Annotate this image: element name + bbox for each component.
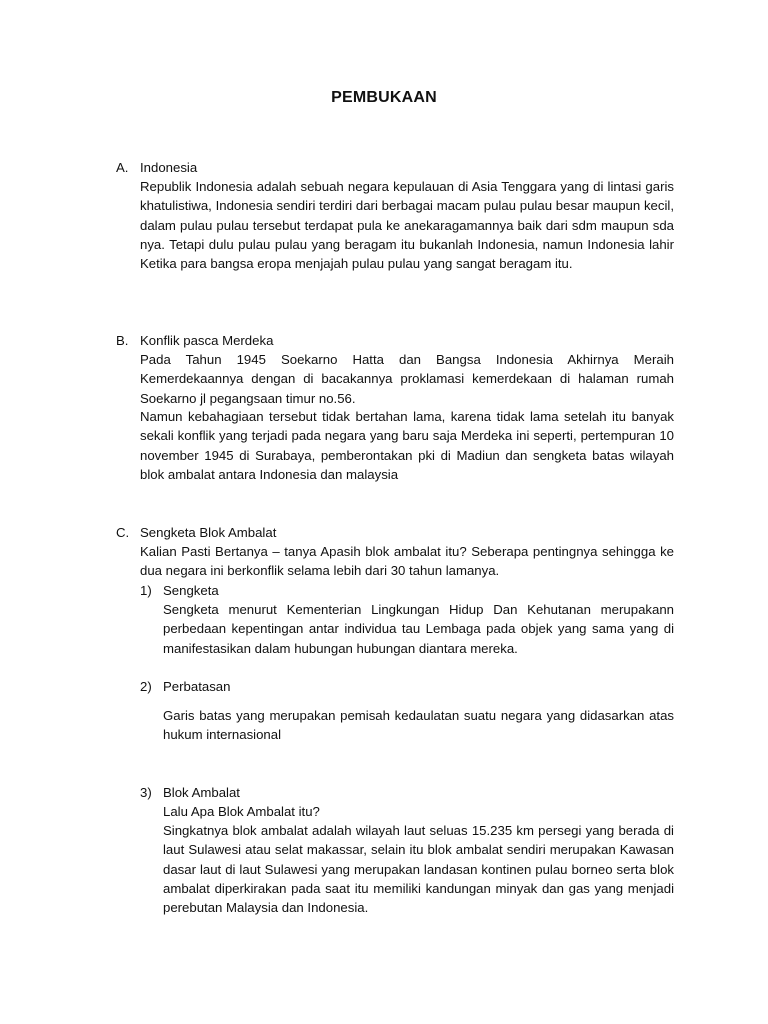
section-a-marker: A.	[116, 160, 129, 175]
subitem-3-number: 3)	[140, 785, 152, 800]
section-c-heading: Sengketa Blok Ambalat	[140, 525, 277, 540]
subitem-3-question: Lalu Apa Blok Ambalat itu?	[163, 804, 320, 819]
subitem-2-number: 2)	[140, 679, 152, 694]
subitem-3-heading: Blok Ambalat	[163, 785, 240, 800]
section-a-heading: Indonesia	[140, 160, 198, 175]
subitem-2-heading: Perbatasan	[163, 679, 231, 694]
section-a-paragraph-1: Republik Indonesia adalah sebuah negara kepulauan di Asia Tenggara yang di lintasi garis khatulistiwa, Indonesia sendiri terdiri dari berbagai macam pulau pulau besar maupun kecil, dalam pulau pulau tersebut terdapat pula ke anekaragamannya baik dari sdm maupun sda nya. Tetapi dulu pulau pulau yang beragam itu bukanlah Indonesia, namun Indonesia lahir Ketika para bangsa eropa menjajah pulau pulau yang sangat beragam itu.	[140, 179, 674, 272]
subitem-2-paragraph: Garis batas yang merupakan pemisah kedaulatan suatu negara yang didasarkan atas hukum internasional	[163, 708, 674, 743]
subitem-1-number: 1)	[140, 583, 152, 598]
section-b-marker: B.	[116, 333, 129, 348]
section-b-paragraph-1: Pada Tahun 1945 Soekarno Hatta dan Bangsa Indonesia Akhirnya Meraih Kemerdekaannya dengan di bacakannya proklamasi kemerdekaan di halaman rumah Soekarno jl pegangsaan timur no.56.	[140, 352, 674, 406]
section-b-paragraph-2: Namun kebahagiaan tersebut tidak bertahan lama, karena tidak lama setelah itu banyak sekali konflik yang terjadi pada negara yang baru saja Merdeka ini seperti, pertempuran 10 november 1945 di Surabaya, pemberontakan pki di Madiun dan sengketa batas wilayah blok ambalat antara Indonesia dan malaysia	[140, 409, 674, 482]
section-b-heading: Konflik pasca Merdeka	[140, 333, 274, 348]
page-title: PEMBUKAAN	[331, 89, 437, 106]
section-c-marker: C.	[116, 525, 130, 540]
section-c-paragraph-1: Kalian Pasti Bertanya – tanya Apasih blok ambalat itu? Seberapa pentingnya sehingga ke dua negara ini berkonflik selama lebih dari 30 tahun lamanya.	[140, 544, 674, 579]
subitem-3-paragraph: Singkatnya blok ambalat adalah wilayah laut seluas 15.235 km persegi yang berada di laut Sulawesi atau selat makassar, selain itu blok ambalat sendiri merupakan Kawasan dasar laut di laut Sulawesi yang merupakan landasan kontinen pulau borneo serta blok ambalat diperkirakan pada saat itu memiliki kandungan minyak dan gas yang menjadi perebutan Malaysia dan Indonesia.	[163, 823, 674, 916]
subitem-1-paragraph: Sengketa menurut Kementerian Lingkungan Hidup Dan Kehutanan merupakann perbedaan kepentingan antar individua tau Lembaga pada objek yang sama yang di manifestasikan dalam hubungan hubungan diantara mereka.	[163, 602, 674, 656]
subitem-1-heading: Sengketa	[163, 583, 219, 598]
